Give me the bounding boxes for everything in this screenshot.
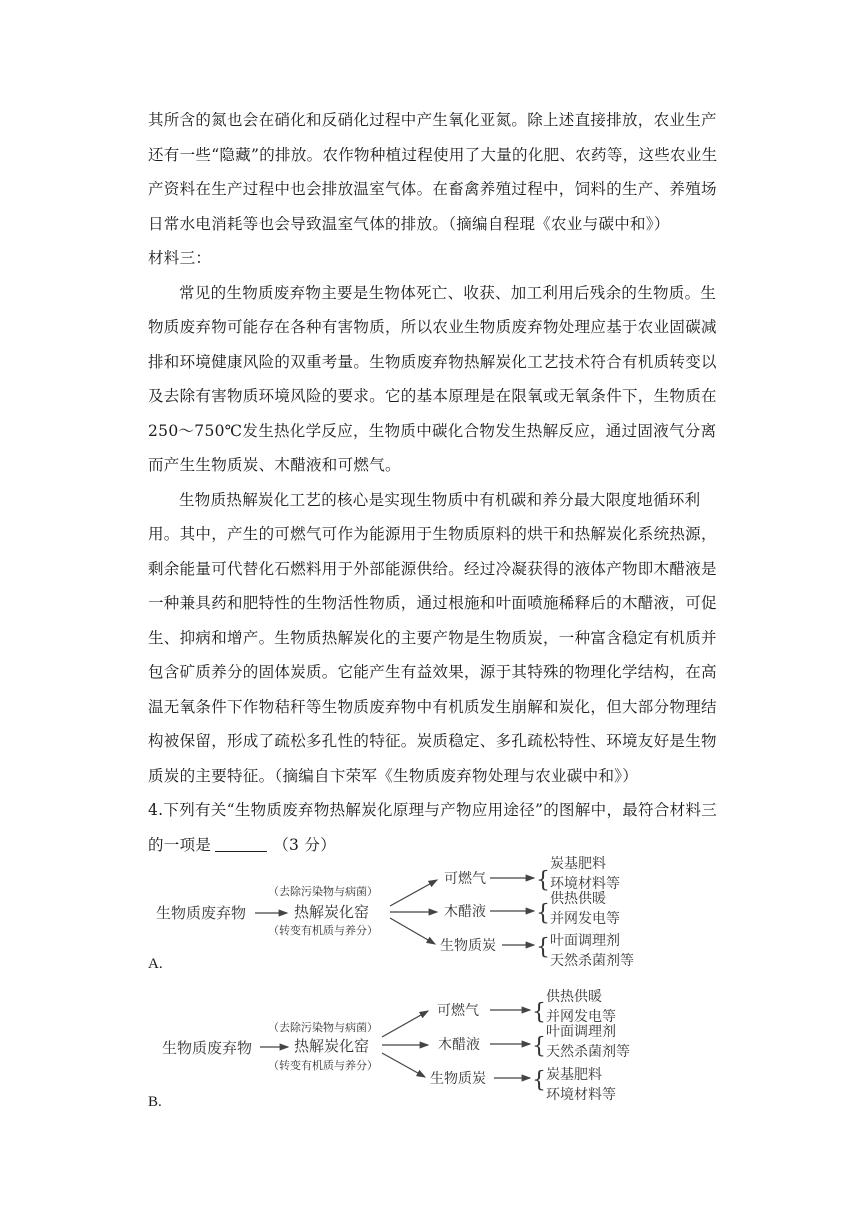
question-points: （3 分） bbox=[273, 835, 336, 854]
use-3a: 叶面调理剂 bbox=[550, 933, 620, 949]
option-a-diagram bbox=[150, 846, 670, 974]
brace-2: { bbox=[532, 1034, 546, 1059]
output-wood-vinegar: 木醋液 bbox=[438, 1037, 480, 1053]
brace-2: { bbox=[536, 901, 550, 926]
source-label: 生物质废弃物 bbox=[156, 904, 247, 922]
brace-3: { bbox=[532, 1068, 546, 1093]
brace-1: { bbox=[536, 868, 550, 893]
use-1a: 炭基肥料 bbox=[550, 856, 606, 872]
paragraph-continued: 其所含的氮也会在硝化和反硝化过程中产生氧化亚氮。除上述直接排放，农业生产还有一些“隐藏”的排放。农作物种植过程使用了大量的化肥、农药等，这些农业生产资料在生产过程中也会排放温室气体。在畜禽养殖过程中，饲料的生产、养殖场日常水电消耗等也会导致温室气体的排放。（摘编自程琨《农业与碳中和》） bbox=[148, 111, 718, 233]
use-1a: 供热供暖 bbox=[546, 989, 602, 1005]
kiln-label: 热解炭化窑 bbox=[294, 903, 370, 921]
paragraph-material-three-2: 生物质热解炭化工艺的核心是实现生物质中有机碳和养分最大限度地循环利用。其中，产生的可燃气可作为能源用于生物质原料的烘干和热解炭化系统热源，剩余能量可代替化石燃料用于外部能源供给。经过冷凝获得的液体产物即木醋液是一种兼具药和肥特性的生物活性物质，通过根施和叶面喷施稀释后的木醋液，可促生、抑病和增产。生物质热解炭化的主要产物是生物质炭，一种富含稳定有机质并包含矿质养分的固体炭质。它能产生有益效果，源于其特殊的物理化学结构，在高温无氧条件下作物秸秆等生物质废弃物中有机质发生崩解和炭化，但大部分物理结构被保留，形成了疏松多孔性的特征。炭质稳定、多孔疏松特性、环境友好是生物质炭的主要特征。（摘编自卞荣军《生物质废弃物处理与农业碳中和》） bbox=[148, 490, 717, 785]
use-3a: 炭基肥料 bbox=[546, 1067, 602, 1083]
kiln-note-above: （去除污染物与病菌） bbox=[268, 885, 378, 898]
output-wood-vinegar: 木醋液 bbox=[444, 904, 486, 920]
brace-1: { bbox=[532, 1000, 546, 1025]
use-2b: 天然杀菌剂等 bbox=[546, 1044, 630, 1060]
source-label: 生物质废弃物 bbox=[162, 1039, 253, 1057]
use-3b: 环境材料等 bbox=[546, 1087, 616, 1103]
option-b-diagram bbox=[150, 985, 670, 1113]
option-b-label[interactable]: B. bbox=[148, 1094, 162, 1110]
use-2b: 并网发电等 bbox=[550, 911, 620, 927]
kiln-note-below: （转变有机质与养分） bbox=[268, 1059, 378, 1072]
use-2a: 叶面调理剂 bbox=[546, 1024, 616, 1040]
output-biochar: 生物质炭 bbox=[430, 1071, 486, 1087]
use-3b: 天然杀菌剂等 bbox=[550, 953, 634, 969]
brace-3: { bbox=[536, 935, 550, 960]
material-three-heading: 材料三： bbox=[148, 249, 212, 267]
kiln-label: 热解炭化窑 bbox=[294, 1037, 370, 1055]
kiln-note-above: （去除污染物与病菌） bbox=[268, 1021, 378, 1034]
output-combustible-gas: 可燃气 bbox=[444, 871, 486, 887]
use-1b: 并网发电等 bbox=[546, 1009, 616, 1025]
body-text bbox=[148, 103, 730, 862]
use-1b: 环境材料等 bbox=[550, 876, 620, 892]
option-a-label[interactable]: A. bbox=[148, 956, 163, 972]
output-biochar: 生物质炭 bbox=[440, 938, 496, 954]
question-stem: 4.下列有关“生物质废弃物热解炭化原理与产物应用途径”的图解中，最符合材料三的一项是 bbox=[148, 801, 718, 854]
output-combustible-gas: 可燃气 bbox=[437, 1003, 479, 1019]
use-2a: 供热供暖 bbox=[550, 891, 606, 907]
paragraph-material-three-1: 常见的生物质废弃物主要是生物体死亡、收获、加工利用后残余的生物质。生物质废弃物可能存在各种有害物质，所以农业生物质废弃物处理应基于农业固碳减排和环境健康风险的双重考量。生物质废弃物热解炭化工艺技术符合有机质转变以及去除有害物质环境风险的要求。它的基本原理是在限氧或无氧条件下，生物质在 250～750℃发生热化学反应，生物质中碳化合物发生热解反应，通过固液气分离而产生生物质炭、木醋液和可燃气。 bbox=[148, 283, 717, 474]
kiln-note-below: （转变有机质与养分） bbox=[268, 924, 378, 937]
